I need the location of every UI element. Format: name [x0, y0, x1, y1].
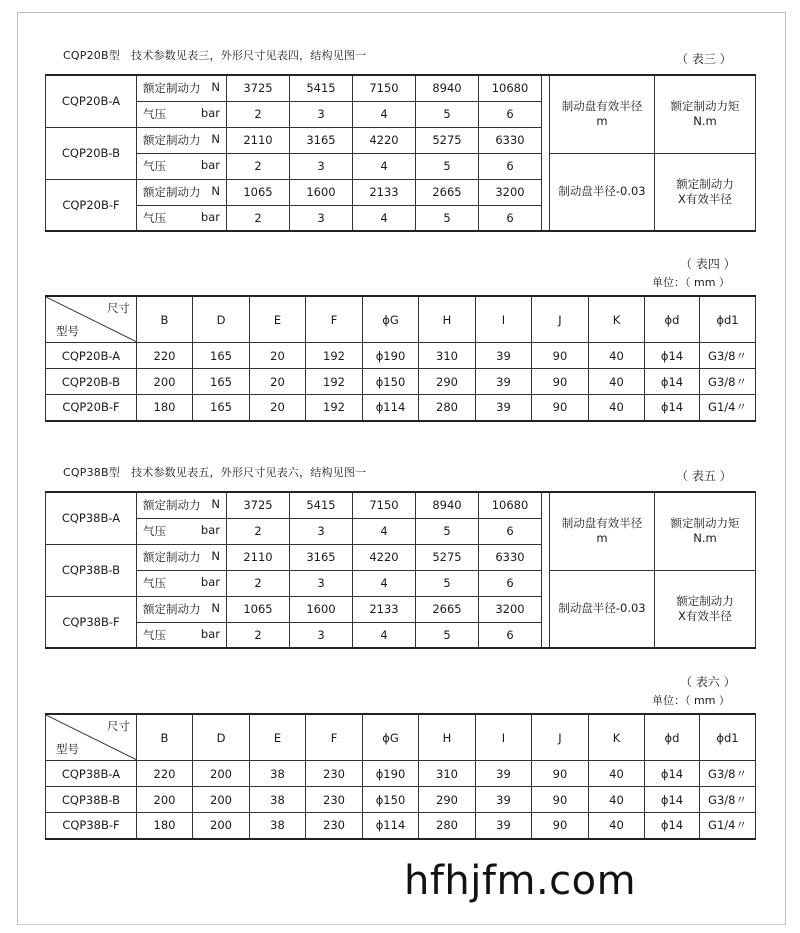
- force-value-cell: 1600: [290, 179, 353, 205]
- table5-tag: （ 表五 ）: [676, 469, 732, 483]
- pressure-value-cell: 6: [479, 153, 542, 179]
- force-value-cell: 8940: [416, 75, 479, 101]
- force-value-cell: 10680: [479, 492, 542, 518]
- note-rated-torque: [655, 75, 756, 153]
- dim-value-cell: G3/8〃: [700, 761, 756, 787]
- dim-value-cell: 38: [250, 761, 306, 787]
- force-unit: N: [211, 132, 220, 146]
- dim-column-header: F: [306, 714, 363, 761]
- dim-column-header: K: [589, 714, 645, 761]
- dim-column-header: ϕG: [363, 714, 419, 761]
- force-value-cell: 10680: [479, 75, 542, 101]
- force-value-cell: 4220: [353, 127, 416, 153]
- dim-value-cell: 90: [532, 343, 589, 369]
- spec-table-3: [45, 74, 756, 232]
- dim-table-6: [45, 713, 756, 840]
- dim-value-cell: G3/8〃: [700, 369, 756, 395]
- pressure-label: 气压: [143, 210, 166, 225]
- dim-value-cell: 200: [193, 813, 250, 839]
- note-effective-radius-line: m: [596, 531, 608, 546]
- force-value-cell: 5275: [416, 544, 479, 570]
- note-effective-radius: [550, 75, 655, 153]
- note-rated-torque-line: N.m: [693, 114, 717, 129]
- dim-value-cell: 165: [193, 369, 250, 395]
- dim-value-cell: 39: [476, 761, 532, 787]
- force-value-cell: 5415: [290, 75, 353, 101]
- note-rated-torque: [655, 492, 756, 570]
- pressure-unit: bar: [200, 626, 220, 641]
- pressure-value-cell: 4: [353, 570, 416, 596]
- dim-value-cell: 192: [306, 369, 363, 395]
- site-watermark: hfhjfm.com: [404, 858, 637, 904]
- force-unit: N: [211, 497, 220, 512]
- note-force-times-radius-line: 额定制动力: [676, 593, 734, 608]
- pressure-label-cell: [137, 518, 227, 544]
- dim-row: [46, 343, 756, 369]
- force-value-cell: 2133: [353, 596, 416, 622]
- force-value-cell: 2665: [416, 179, 479, 205]
- dim-value-cell: 90: [532, 369, 589, 395]
- note-effective-radius: [550, 492, 655, 570]
- dim-value-cell: 290: [419, 369, 476, 395]
- dim-value-cell: 39: [476, 813, 532, 839]
- note-effective-radius-line: 制动盘有效半径: [561, 516, 643, 531]
- dim-column-header: ϕd: [645, 714, 700, 761]
- pressure-unit: bar: [200, 106, 220, 120]
- dim-value-cell: ϕ114: [363, 395, 419, 421]
- force-label: 额定制动力: [143, 550, 201, 564]
- diagonal-header-cell: [46, 296, 137, 343]
- dim-column-header: H: [419, 714, 476, 761]
- dim-value-cell: 165: [193, 395, 250, 421]
- dim-value-cell: 180: [137, 813, 193, 839]
- dim-row: [46, 369, 756, 395]
- force-value-cell: 6330: [479, 544, 542, 570]
- model-cell: CQP20B-F: [46, 179, 137, 231]
- dim-value-cell: 290: [419, 787, 476, 813]
- table4-unit: 单位：（ mm ）: [652, 276, 730, 289]
- pressure-value-cell: 6: [479, 518, 542, 544]
- note-effective-radius-line: 制动盘有效半径: [561, 99, 643, 114]
- spec-row-force: [46, 75, 756, 101]
- table3-tag: （ 表三 ）: [676, 52, 732, 66]
- dim-value-cell: 220: [137, 761, 193, 787]
- diagonal-header: [46, 297, 136, 342]
- pressure-value-cell: 3: [290, 518, 353, 544]
- pressure-label: 气压: [143, 524, 166, 538]
- force-value-cell: 3165: [290, 544, 353, 570]
- dim-row: [46, 787, 756, 813]
- pressure-value-cell: 5: [416, 570, 479, 596]
- pressure-value-cell: 4: [353, 101, 416, 127]
- dim-value-cell: 200: [137, 787, 193, 813]
- dim-value-cell: 192: [306, 395, 363, 421]
- note-radius-formula: [550, 570, 655, 648]
- force-value-cell: 2665: [416, 596, 479, 622]
- force-value-cell: 5275: [416, 127, 479, 153]
- dim-table-6-body: [46, 714, 756, 839]
- pressure-label-cell: [137, 622, 227, 648]
- note-rated-torque-line: N.m: [693, 531, 717, 546]
- force-label-cell: [137, 75, 227, 101]
- header-dimension-label: 尺寸: [107, 301, 130, 315]
- note-force-times-radius-line: 额定制动力: [676, 176, 734, 191]
- force-value-cell: 2110: [227, 544, 290, 570]
- page-frame-bottom: [17, 924, 785, 925]
- pressure-label: 气压: [143, 576, 166, 590]
- dim-value-cell: 230: [306, 787, 363, 813]
- force-label-cell: [137, 127, 227, 153]
- dim-value-cell: 90: [532, 787, 589, 813]
- dim-value-cell: 310: [419, 761, 476, 787]
- dim-table-4-body: [46, 296, 756, 421]
- pressure-value-cell: 5: [416, 622, 479, 648]
- note-force-times-radius: [655, 153, 756, 231]
- pressure-value-cell: 4: [353, 153, 416, 179]
- pressure-value-cell: 3: [290, 570, 353, 596]
- pressure-label: 气压: [143, 107, 166, 121]
- dim-value-cell: 280: [419, 395, 476, 421]
- dim-value-cell: G1/4〃: [700, 395, 756, 421]
- force-value-cell: 1065: [227, 596, 290, 622]
- pressure-label-cell: [137, 101, 227, 127]
- dim-value-cell: 192: [306, 343, 363, 369]
- dim-header-row: [46, 714, 756, 761]
- header-dimension-label: 尺寸: [107, 719, 130, 733]
- pressure-unit: bar: [200, 523, 220, 537]
- pressure-value-cell: 2: [227, 518, 290, 544]
- dim-value-cell: 180: [137, 395, 193, 421]
- force-value-cell: 3165: [290, 127, 353, 153]
- note-radius-formula-line: 制动盘半径-0.03: [558, 601, 646, 616]
- force-label: 额定制动力: [143, 185, 201, 199]
- force-label-cell: [137, 492, 227, 518]
- dim-row: [46, 395, 756, 421]
- dim-value-cell: ϕ190: [363, 761, 419, 787]
- spec-table-5: [45, 491, 756, 649]
- dim-value-cell: 310: [419, 343, 476, 369]
- dim-value-cell: ϕ190: [363, 343, 419, 369]
- dim-value-cell: 200: [193, 787, 250, 813]
- dim-column-header: H: [419, 296, 476, 343]
- pressure-value-cell: 6: [479, 622, 542, 648]
- pressure-label-cell: [137, 153, 227, 179]
- force-unit: N: [211, 184, 220, 198]
- dim-column-header: F: [306, 296, 363, 343]
- note-effective-radius-line: m: [596, 114, 608, 129]
- dim-value-cell: 90: [532, 395, 589, 421]
- dim-table-4: [45, 295, 756, 422]
- pressure-value-cell: 5: [416, 205, 479, 231]
- note-rated-torque-line: 额定制动力矩: [670, 516, 740, 531]
- model-cell: CQP20B-B: [46, 127, 137, 179]
- dim-column-header: ϕG: [363, 296, 419, 343]
- dim-value-cell: 200: [137, 369, 193, 395]
- model-cell: CQP38B-B: [46, 544, 137, 596]
- dim-value-cell: G3/8〃: [700, 787, 756, 813]
- dim-value-cell: ϕ150: [363, 369, 419, 395]
- dim-value-cell: ϕ14: [645, 761, 700, 787]
- dim-column-header: ϕd1: [700, 296, 756, 343]
- force-value-cell: 2110: [227, 127, 290, 153]
- dim-value-cell: 220: [137, 343, 193, 369]
- spec-table-3-body: [46, 75, 756, 231]
- dim-column-header: ϕd1: [700, 714, 756, 761]
- dim-value-cell: 39: [476, 787, 532, 813]
- model-cell: CQP38B-A: [46, 492, 137, 544]
- force-label: 额定制动力: [143, 602, 201, 616]
- force-label: 额定制动力: [143, 133, 201, 147]
- force-value-cell: 4220: [353, 544, 416, 570]
- section1-heading: CQP20B型 技术参数见表三，外形尺寸见表四，结构见图一: [63, 49, 367, 62]
- dim-value-cell: 230: [306, 813, 363, 839]
- table6-unit: 单位：（ mm ）: [652, 694, 730, 707]
- force-unit: N: [211, 549, 220, 563]
- dim-value-cell: 40: [589, 813, 645, 839]
- pressure-value-cell: 3: [290, 101, 353, 127]
- pressure-value-cell: 3: [290, 153, 353, 179]
- note-force-times-radius-line: X有效半径: [678, 191, 732, 206]
- dim-value-cell: ϕ150: [363, 787, 419, 813]
- spec-row-force: [46, 492, 756, 518]
- force-unit: N: [211, 601, 220, 615]
- note-radius-formula-line: 制动盘半径-0.03: [558, 184, 646, 199]
- note-force-times-radius: [655, 570, 756, 648]
- dim-header-row: [46, 296, 756, 343]
- diagonal-header-cell: [46, 714, 137, 761]
- dim-column-header: E: [250, 296, 306, 343]
- model-cell: CQP20B-A: [46, 343, 137, 369]
- model-cell: CQP20B-B: [46, 369, 137, 395]
- model-cell: CQP38B-F: [46, 813, 137, 839]
- pressure-value-cell: 3: [290, 622, 353, 648]
- dim-value-cell: 38: [250, 813, 306, 839]
- spec-row-pressure: [46, 570, 756, 596]
- dim-value-cell: ϕ14: [645, 813, 700, 839]
- force-value-cell: 3200: [479, 179, 542, 205]
- dim-value-cell: 230: [306, 761, 363, 787]
- force-value-cell: 3725: [227, 492, 290, 518]
- dim-value-cell: 20: [250, 369, 306, 395]
- force-value-cell: 3725: [227, 75, 290, 101]
- dim-value-cell: 20: [250, 395, 306, 421]
- pressure-value-cell: 6: [479, 570, 542, 596]
- spacer-cell: [542, 75, 550, 231]
- dim-value-cell: ϕ14: [645, 395, 700, 421]
- dim-column-header: I: [476, 714, 532, 761]
- dim-value-cell: 20: [250, 343, 306, 369]
- pressure-value-cell: 2: [227, 570, 290, 596]
- pressure-value-cell: 2: [227, 622, 290, 648]
- force-value-cell: 8940: [416, 492, 479, 518]
- dim-value-cell: 165: [193, 343, 250, 369]
- header-model-label: 型号: [56, 324, 79, 338]
- dim-value-cell: 39: [476, 395, 532, 421]
- pressure-value-cell: 2: [227, 101, 290, 127]
- force-unit: N: [211, 80, 220, 95]
- dim-value-cell: 90: [532, 813, 589, 839]
- pressure-unit: bar: [200, 158, 220, 172]
- pressure-label-cell: [137, 205, 227, 231]
- dim-column-header: D: [193, 296, 250, 343]
- dim-column-header: J: [532, 296, 589, 343]
- pressure-value-cell: 4: [353, 622, 416, 648]
- pressure-unit: bar: [200, 209, 220, 224]
- dim-value-cell: G1/4〃: [700, 813, 756, 839]
- dim-value-cell: 40: [589, 343, 645, 369]
- dim-value-cell: G3/8〃: [700, 343, 756, 369]
- dim-row: [46, 761, 756, 787]
- spec-row-pressure: [46, 153, 756, 179]
- dim-column-header: B: [137, 714, 193, 761]
- dim-column-header: ϕd: [645, 296, 700, 343]
- dim-value-cell: 40: [589, 369, 645, 395]
- pressure-label-cell: [137, 570, 227, 596]
- dim-row: [46, 813, 756, 839]
- pressure-unit: bar: [200, 575, 220, 589]
- pressure-value-cell: 5: [416, 518, 479, 544]
- dim-value-cell: ϕ14: [645, 369, 700, 395]
- dim-column-header: B: [137, 296, 193, 343]
- dim-value-cell: 40: [589, 787, 645, 813]
- header-model-label: 型号: [56, 742, 79, 756]
- dim-value-cell: 39: [476, 343, 532, 369]
- table6-tag: （ 表六 ）: [680, 675, 736, 689]
- dim-value-cell: 200: [193, 761, 250, 787]
- note-force-times-radius-line: X有效半径: [678, 608, 732, 623]
- force-label: 额定制动力: [143, 498, 201, 513]
- pressure-value-cell: 6: [479, 101, 542, 127]
- dim-value-cell: 40: [589, 395, 645, 421]
- spacer-cell: [542, 492, 550, 648]
- pressure-value-cell: 5: [416, 153, 479, 179]
- force-value-cell: 7150: [353, 75, 416, 101]
- dim-column-header: K: [589, 296, 645, 343]
- note-rated-torque-line: 额定制动力矩: [670, 99, 740, 114]
- diagonal-header: [46, 715, 136, 760]
- dim-value-cell: ϕ114: [363, 813, 419, 839]
- model-cell: CQP38B-F: [46, 596, 137, 648]
- pressure-value-cell: 3: [290, 205, 353, 231]
- dim-column-header: J: [532, 714, 589, 761]
- pressure-label: 气压: [143, 627, 166, 642]
- force-value-cell: 6330: [479, 127, 542, 153]
- force-value-cell: 1065: [227, 179, 290, 205]
- pressure-label: 气压: [143, 159, 166, 173]
- table4-tag: （ 表四 ）: [680, 257, 736, 271]
- dim-value-cell: ϕ14: [645, 343, 700, 369]
- force-label-cell: [137, 596, 227, 622]
- note-radius-formula: [550, 153, 655, 231]
- section2-heading: CQP38B型 技术参数见表五，外形尺寸见表六，结构见图一: [63, 466, 367, 479]
- pressure-value-cell: 4: [353, 518, 416, 544]
- pressure-value-cell: 6: [479, 205, 542, 231]
- model-cell: CQP38B-A: [46, 761, 137, 787]
- model-cell: CQP38B-B: [46, 787, 137, 813]
- force-value-cell: 3200: [479, 596, 542, 622]
- dim-column-header: E: [250, 714, 306, 761]
- force-value-cell: 5415: [290, 492, 353, 518]
- force-label-cell: [137, 544, 227, 570]
- pressure-value-cell: 5: [416, 101, 479, 127]
- dim-value-cell: 38: [250, 787, 306, 813]
- pressure-value-cell: 2: [227, 205, 290, 231]
- dim-column-header: D: [193, 714, 250, 761]
- force-label: 额定制动力: [143, 81, 201, 96]
- dim-value-cell: 90: [532, 761, 589, 787]
- force-value-cell: 1600: [290, 596, 353, 622]
- force-value-cell: 7150: [353, 492, 416, 518]
- dim-value-cell: ϕ14: [645, 787, 700, 813]
- model-cell: CQP20B-F: [46, 395, 137, 421]
- pressure-value-cell: 2: [227, 153, 290, 179]
- dim-value-cell: 280: [419, 813, 476, 839]
- dim-value-cell: 40: [589, 761, 645, 787]
- pressure-value-cell: 4: [353, 205, 416, 231]
- force-value-cell: 2133: [353, 179, 416, 205]
- force-label-cell: [137, 179, 227, 205]
- spec-table-5-body: [46, 492, 756, 648]
- dim-value-cell: 39: [476, 369, 532, 395]
- model-cell: CQP20B-A: [46, 75, 137, 127]
- dim-column-header: I: [476, 296, 532, 343]
